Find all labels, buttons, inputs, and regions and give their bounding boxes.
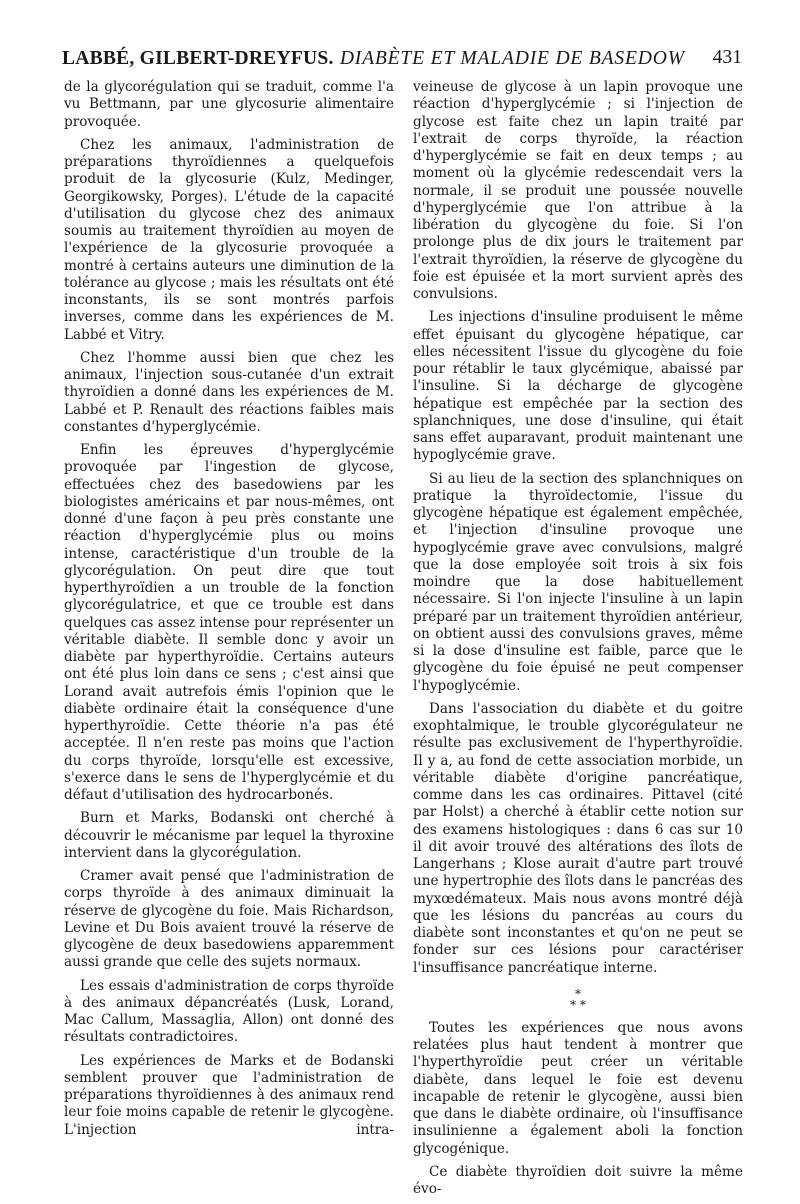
section-separator	[413, 986, 743, 1012]
paragraph: Chez les animaux, l'administration de préparations thyroïdiennes a quelquefois produit de la glycosurie (Kulz, Medinger, Georgikowsky, Porges). L'étude de la capacité d'utilisation du glycose chez des animaux soumis au traitement thyroïdien au moyen de l'expérience de la glycosurie provoquée a montré à certains auteurs une diminution de la tolérance au glycose ; mais les résultats ont été inconstants, ils se sont montrés parfois inverses, comme dans les expériences de M. Labbé et Vitry.	[64, 136, 394, 343]
paragraph: Burn et Marks, Bodanski ont cherché à découvrir le mécanisme par lequel la thyroxine intervient dans la glycorégulation.	[64, 810, 394, 861]
paragraph: de la glycorégulation qui se traduit, comme l'a vu Bettmann, par une glycosurie alimentaire provoquée.	[64, 79, 394, 130]
paragraph: Si au lieu de la section des splanchniques on pratique la thyroïdectomie, l'issue du glycogène hépatique est également empêchée, et l'injection d'insuline provoque une hypoglycémie grave avec convulsions, malgré que la dose employée soit trois à six fois moindre que la dose habituellement nécessaire. Si l'on injecte l'insuline à un lapin préparé par un traitement thyroïdien antérieur, on obtient aussi des convulsions graves, même si la dose d'insuline est faible, parce que le glycogène du foie épuisé ne peut compenser l'hypoglycémie.	[413, 470, 743, 694]
paragraph: Chez l'homme aussi bien que chez les animaux, l'injection sous-cutanée d'un extrait thyroïdien a donné dans les expériences de M. Labbé et P. Renault des réactions faibles mais constantes d'hyperglycémie.	[64, 349, 394, 435]
page-number: 431	[712, 47, 742, 68]
paragraph: Cramer avait pensé que l'administration de corps thyroïde à des animaux diminuait la réserve de glycogène du foie. Mais Richardson, Levine et Du Bois avaient trouvé la réserve de glycogène de deux basedowiens apparemment aussi grande que celle des sujets normaux.	[64, 868, 394, 971]
header-title: DIABÈTE ET MALADIE DE BASEDOW	[339, 48, 685, 69]
right-column	[413, 79, 743, 1204]
left-column	[64, 79, 394, 1145]
paragraph: Les injections d'insuline produisent le même effet épuisant du glycogène hépatique, car elles nécessitent l'issue du glycogène du foie pour rétablir le taux glycémique, abaissé par l'insuline. Si la décharge de glycogène hépatique est empêchée par la section des splanchniques, une dose d'insuline, qui était sans effet auparavant, produit maintenant une hypoglycémie grave.	[413, 309, 743, 464]
separator-top: *	[575, 986, 581, 1001]
running-header	[62, 46, 742, 70]
paragraph: Enfin les épreuves d'hyperglycémie provoquée par l'ingestion de glycose, effectuées chez des basedowiens par les biologistes américains et par nous-mêmes, ont donné d'une façon à peu près constante une réaction d'hyperglycémie plus ou moins intense, caractéristique d'un trouble de la glycorégulation. On peut dire que tout hyperthyroïdien a un trouble de la fonction glycorégulatrice, et que ce trouble est dans quelques cas assez intense pour représenter un véritable diabète. Il semble donc y avoir un diabète par hyperthyroïdie. Certains auteurs ont été plus loin dans ce sens ; c'est ainsi que Lorand avait autrefois émis l'opinion que le diabète ordinaire était la conséquence d'une hyperthyroïdie. Cette théorie n'a pas été acceptée. Il n'en reste pas moins que l'action du corps thyroïde, lorsqu'elle est excessive, s'exerce dans le sens de l'hyperglycémie et du défaut d'utilisation des hydrocarbonés.	[64, 442, 394, 803]
paragraph: Toutes les expériences que nous avons relatées plus haut tendent à montrer que l'hyperthyroïdie peut créer un véritable diabète, dans lequel le foie est devenu incapable de retenir le glycogène, aussi bien que dans le diabète ordinaire, où l'insuffisance insulinienne a également aboli la fonction glycogénique.	[413, 1019, 743, 1157]
separator-bottom: * *	[570, 997, 586, 1012]
paragraph: veineuse de glycose à un lapin provoque une réaction d'hyperglycémie ; si l'injection de glycose est faite chez un lapin traité par l'extrait de corps thyroïde, la réaction d'hyperglycémie se fait en deux temps ; au moment où la glycémie redescendait vers la normale, il se produit une poussée nouvelle d'hyperglycémie que l'on attribue à la libération du glycogène du foie. Si l'on prolonge plus de dix jours le traitement par l'extrait thyroïdien, la réserve de glycogène du foie est épuisée et la mort survient après des convulsions.	[413, 79, 743, 302]
paragraph: Ce diabète thyroïdien doit suivre la même évo-	[413, 1163, 743, 1197]
paragraph: Les expériences de Marks et de Bodanski semblent prouver que l'administration de préparations thyroïdiennes à des animaux rend leur foie moins capable de retenir le glycogène. L'injection intra-	[64, 1052, 394, 1138]
header-authors: LABBÉ, GILBERT-DREYFUS.	[62, 48, 334, 69]
paragraph: Dans l'association du diabète et du goitre exophtalmique, le trouble glycorégulateur ne résulte pas exclusivement de l'hyperthyroïdie. Il y a, au fond de cette association morbide, un véritable diabète d'origine pancréatique, comme dans les cas ordinaires. Pittavel (cité par Holst) a cherché à établir cette notion sur des examens histologiques : dans 6 cas sur 10 il dit avoir trouvé des altérations des îlots de Langerhans ; Klose aurait d'autre part trouvé une hypertrophie des îlots dans le pancréas des myxœdémateux. Mais nous avons montré déjà que les lésions du pancréas au cours du diabète sont inconstantes et qu'on ne peut se fonder sur ces lésions pour caractériser l'insuffisance pancréatique interne.	[413, 700, 743, 976]
paragraph: Les essais d'administration de corps thyroïde à des animaux dépancréatés (Lusk, Lorand, Mac Callum, Massaglia, Allon) ont donné des résultats contradictoires.	[64, 977, 394, 1046]
